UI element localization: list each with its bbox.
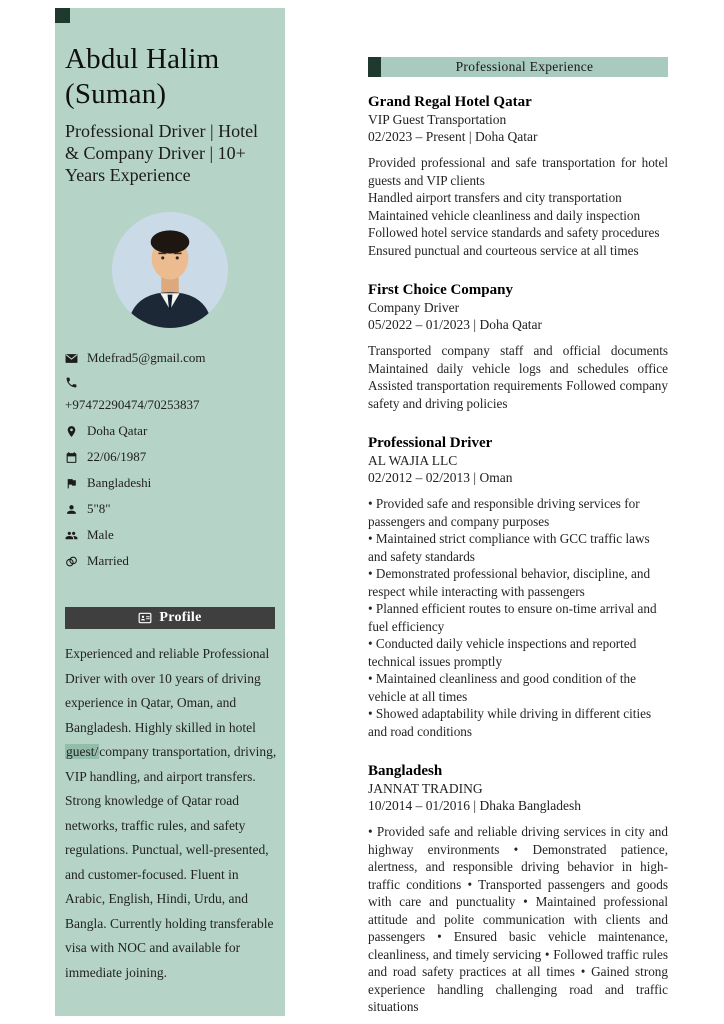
contact-nationality [65,475,275,491]
candidate-name [65,42,275,112]
phone-text: +97472290474/70253837 [65,397,200,412]
job-block-first-choice [368,281,668,412]
profile-summary [65,642,277,985]
contact-birthdate [65,449,275,465]
corner-accent-square [55,8,70,23]
contact-marital-status [65,553,275,569]
contact-location [65,423,275,439]
profile-photo [112,212,228,328]
job-block-al-wajia [368,434,668,740]
job-statement: Provided professional and safe transportation for hotel guests and VIP clients [368,155,668,188]
job-dates: 10/2014 – 01/2016 | Dhaka Bangladesh [368,798,582,813]
job-company: First Choice Company [368,282,513,298]
experience-section-title: Professional Experience [381,57,668,77]
job-role: JANNAT TRADING [368,781,483,796]
candidate-headline: Professional Driver | Hotel & Company Driver | 10+ Years Experience [65,121,259,185]
email-icon [65,352,78,365]
job-dates: 02/2023 – Present | Doha Qatar [368,129,538,144]
job-description: • Provided safe and reliable driving services in city and highway environments • Demonstrated patience, alertness, and responsible driving behavior in high-traffic conditions • Transported passengers and goods with care and punctuality • Maintained professional attitude and polite communication with clients and passengers • Ensured basic vehicle maintenance, cleanliness, and timely servicing • Followed traffic rules and road safety practices at all times • Gained strong experience handling challenging road and traffic situations [368,824,668,1014]
marital-status-text: Married [87,553,129,568]
job-statement: Followed hotel service standards and safety procedures [368,225,660,240]
profile-section-header [65,607,275,629]
location-icon [65,425,78,438]
phone-icon [65,376,78,389]
email-text: Mdefrad5@gmail.com [87,350,206,365]
job-bullet: • Demonstrated professional behavior, discipline, and respect while interacting with passengers [368,565,668,600]
marital-status-icon [65,555,78,568]
profile-text-after: company transportation, driving, VIP handling, and airport transfers. Strong knowledge of Qatar road networks, traffic rules, and safety regulations. Punctual, well-presented, and customer-focused. Fluent in Arabic, English, Hindi, Urdu, and Bangla. Currently holding transferable visa with NOC and available for immediate joining. [65,744,277,980]
contact-phone [65,376,275,413]
job-description: Transported company staff and official documents Maintained daily vehicle logs and schedules office Assisted transportation requirements Followed company safety and driving policies [368,343,668,411]
contact-email [65,350,275,366]
job-bullet: • Conducted daily vehicle inspections and reported technical issues promptly [368,635,668,670]
sidebar [55,8,285,1016]
profile-text-before: Experienced and reliable Professional Driver with over 10 years of driving experience in Qatar, Oman, and Bangladesh. Highly skilled in hotel [65,646,270,735]
job-block-jannat-trading [368,762,668,1016]
job-bullet: • Maintained cleanliness and good condition of the vehicle at all times [368,670,668,705]
experience-section-header [368,57,668,77]
job-bullet: • Planned efficient routes to ensure on-time arrival and fuel efficiency [368,600,668,635]
gender-icon [65,529,78,542]
name-line-2: (Suman) [65,78,167,110]
gender-text: Male [87,527,114,542]
profile-section-title: Profile [159,610,202,625]
job-bullet: • Provided safe and responsible driving services for passengers and company purposes [368,495,668,530]
calendar-icon [65,451,78,464]
id-card-icon [138,611,152,625]
job-company: Grand Regal Hotel Qatar [368,94,532,110]
nationality-text: Bangladeshi [87,475,152,490]
profile-highlighted-word: guest/ [66,744,99,759]
experience-column [368,57,668,1016]
height-text: 5"8" [87,501,111,516]
job-description [368,495,668,740]
job-statement: Ensured punctual and courteous service at all times [368,242,639,258]
banner-accent-square [368,57,381,77]
contact-height [65,501,275,517]
job-block-grand-regal [368,93,668,259]
contact-info [65,350,275,569]
job-bullet: • Maintained strict compliance with GCC traffic laws and safety standards [368,530,668,565]
job-description [368,154,668,259]
contact-gender [65,527,275,543]
job-bullet: • Showed adaptability while driving in different cities and road conditions [368,705,668,740]
location-text: Doha Qatar [87,423,148,438]
job-dates: 02/2012 – 02/2013 | Oman [368,470,513,485]
flag-icon [65,477,78,490]
height-icon [65,503,78,516]
job-company: Professional Driver [368,435,493,451]
profile-photo-illustration [112,212,228,328]
name-line-1: Abdul Halim [65,43,220,75]
job-role: AL WAJIA LLC [368,453,458,468]
job-dates: 05/2022 – 01/2023 | Doha Qatar [368,317,543,332]
job-role: Company Driver [368,300,460,315]
job-statement: Handled airport transfers and city transportation [368,190,622,205]
job-role: VIP Guest Transportation [368,112,507,127]
job-company: Bangladesh [368,763,443,779]
job-statement: Maintained vehicle cleanliness and daily inspection [368,207,641,223]
birthdate-text: 22/06/1987 [87,449,147,464]
